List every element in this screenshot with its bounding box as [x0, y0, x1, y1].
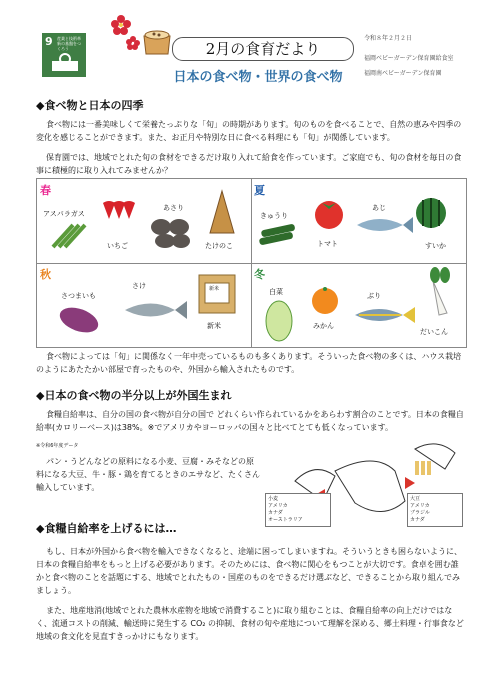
- daikon-icon: [421, 267, 457, 319]
- section3-heading: ◆食糧自給率を上げるには…: [36, 522, 177, 535]
- org-1: 福岡ベビーガーデン保育園給食室: [364, 55, 454, 62]
- rice-bag-icon: [195, 269, 239, 315]
- label-clam: あさり: [163, 204, 184, 212]
- mandarin-icon: [309, 285, 341, 315]
- watermelon-icon: [413, 195, 449, 231]
- soybean-country-1: アメリカ: [410, 503, 430, 509]
- sdg-text: 産業と技術革新の基盤をつくろう: [57, 36, 81, 51]
- label-yellowtail: ぶり: [367, 292, 381, 300]
- factory-icon: [50, 51, 80, 75]
- masu-box-icon: [140, 26, 174, 56]
- napa-cabbage-icon: [261, 297, 297, 343]
- asparagus-icon: [49, 219, 89, 249]
- section1-paragraph-2: 保育園では、地域でとれた旬の食材をできるだけ取り入れて給食を作っています。ご家庭でも、旬の食材を毎日の食事に積極的に取り入れてみませんか？: [36, 153, 462, 175]
- season-winter: 冬: [254, 268, 265, 281]
- label-salmon: さけ: [132, 282, 146, 290]
- label-cucumber: きゅうり: [260, 212, 288, 220]
- wheat-source-box: [265, 493, 331, 527]
- label-bamboo-shoot: たけのこ: [205, 242, 233, 250]
- wheat-country-2: カナダ: [268, 510, 283, 516]
- data-note: ※令和6年度データ: [36, 443, 79, 449]
- section1-paragraph-3: 食べ物によっては「旬」に関係なく一年中売っているものも多くあります。そういった食べ物の多くは、ハウス栽培のようにあたたかい部屋で育ったものや、外国から輸入されたものです。: [36, 352, 462, 374]
- sdg-badge: [42, 33, 86, 77]
- section2-heading: ◆日本の食べ物の半分以上が外国生まれ: [36, 389, 232, 402]
- label-mandarin: みかん: [313, 322, 334, 330]
- soybean-country-3: カナダ: [410, 517, 425, 523]
- season-autumn: 秋: [40, 268, 51, 281]
- seasons-grid: [36, 178, 467, 348]
- page-title: 2月の食育だより: [172, 37, 354, 61]
- section2-paragraph-2: パン・うどんなどの原料になる小麦、豆腐・みそなどの原料になる大豆、牛・豚・鶏を育てるときのエサなど、たくさん輸入しています。: [36, 457, 260, 492]
- label-napa-cabbage: 白菜: [269, 288, 283, 296]
- sdg-number: 9: [45, 35, 53, 48]
- soybean-label: 大豆: [410, 496, 421, 502]
- org-2: 福岡南ベビーガーデン保育園: [364, 70, 442, 77]
- tomato-icon: [312, 197, 346, 231]
- section3-paragraph-2: また、地産地消(地域でとれた農林水産物を地域で消費すること)に取り組むことは、食糧自給率の向上だけではなく、流通コストの削減、輸送時に発生する CO₂ の抑制、食材の旬や産地について理解を深める、郷土料理・行事食など地域の食文化を見直すきっかけにもなります。: [36, 606, 464, 641]
- plum-flower-small-icon: [126, 36, 140, 50]
- bamboo-shoot-icon: [207, 189, 237, 237]
- label-new-rice: 新米: [207, 322, 221, 330]
- season-summer: 夏: [254, 184, 265, 197]
- date: 令和８年２月２日: [364, 35, 413, 42]
- section1-heading: ◆食べ物と日本の四季: [36, 99, 144, 112]
- section3-paragraph-1: もし、日本が外国から食べ物を輸入できなくなると、途端に困ってしまいますね。そういうときも困らないように、日本の食糧自給率をもっと上げる必要があります。そのためには、食べ物に関心をもつことが大切です。食卓を囲む誰かと食べ物のことを話題にする、地域でとれたもの・国産のものをできるだけ選ぶなど、できることから取り組んでみましょう。: [36, 547, 462, 595]
- section2-paragraph-1: 食糧自給率は、自分の国の食べ物が自分の国で どれくらい作られているかをあらわす割合のことです。日本の食糧自給率(カロリーベース)は38%。※でアメリカやヨーロッパの国々と比べてとても低くなっています。: [36, 410, 464, 432]
- label-asparagus: アスパラガス: [43, 210, 85, 218]
- plum-flower-icon: [110, 14, 132, 36]
- sweet-potato-icon: [57, 303, 101, 337]
- season-spring: 春: [40, 184, 51, 197]
- strawberry-icon: [99, 195, 139, 227]
- label-tomato: トマト: [317, 240, 338, 248]
- section1-paragraph-1: 食べ物には一番美味しくて栄養たっぷりな「旬」の時期があります。旬のものを食べることで、自然の恵みや四季の変化を感じることができます。また、お正月や特別な日に食べる料理にも「旬」が関係しています。: [36, 120, 462, 142]
- page-subtitle: 日本の食べ物・世界の食べ物: [173, 70, 343, 85]
- clam-icon: [149, 215, 193, 249]
- label-strawberry: いちご: [107, 242, 128, 250]
- label-daikon: だいこん: [420, 328, 448, 336]
- wheat-country-1: アメリカ: [268, 503, 288, 509]
- wheat-country-3: オーストラリア: [268, 517, 303, 523]
- import-map: [265, 431, 465, 531]
- label-horse-mackerel: あじ: [372, 204, 386, 212]
- cucumber-icon: [257, 223, 297, 249]
- yellowtail-icon: [353, 303, 417, 327]
- salmon-icon: [123, 297, 189, 323]
- label-sweet-potato: さつまいも: [61, 292, 96, 300]
- soybean-source-box: [407, 493, 463, 527]
- label-watermelon: すいか: [425, 242, 446, 250]
- wheat-label: 小麦: [268, 496, 279, 502]
- soybean-country-2: ブラジル: [410, 510, 430, 516]
- rice-bag-label: 新米: [209, 286, 220, 292]
- horse-mackerel-icon: [355, 213, 415, 237]
